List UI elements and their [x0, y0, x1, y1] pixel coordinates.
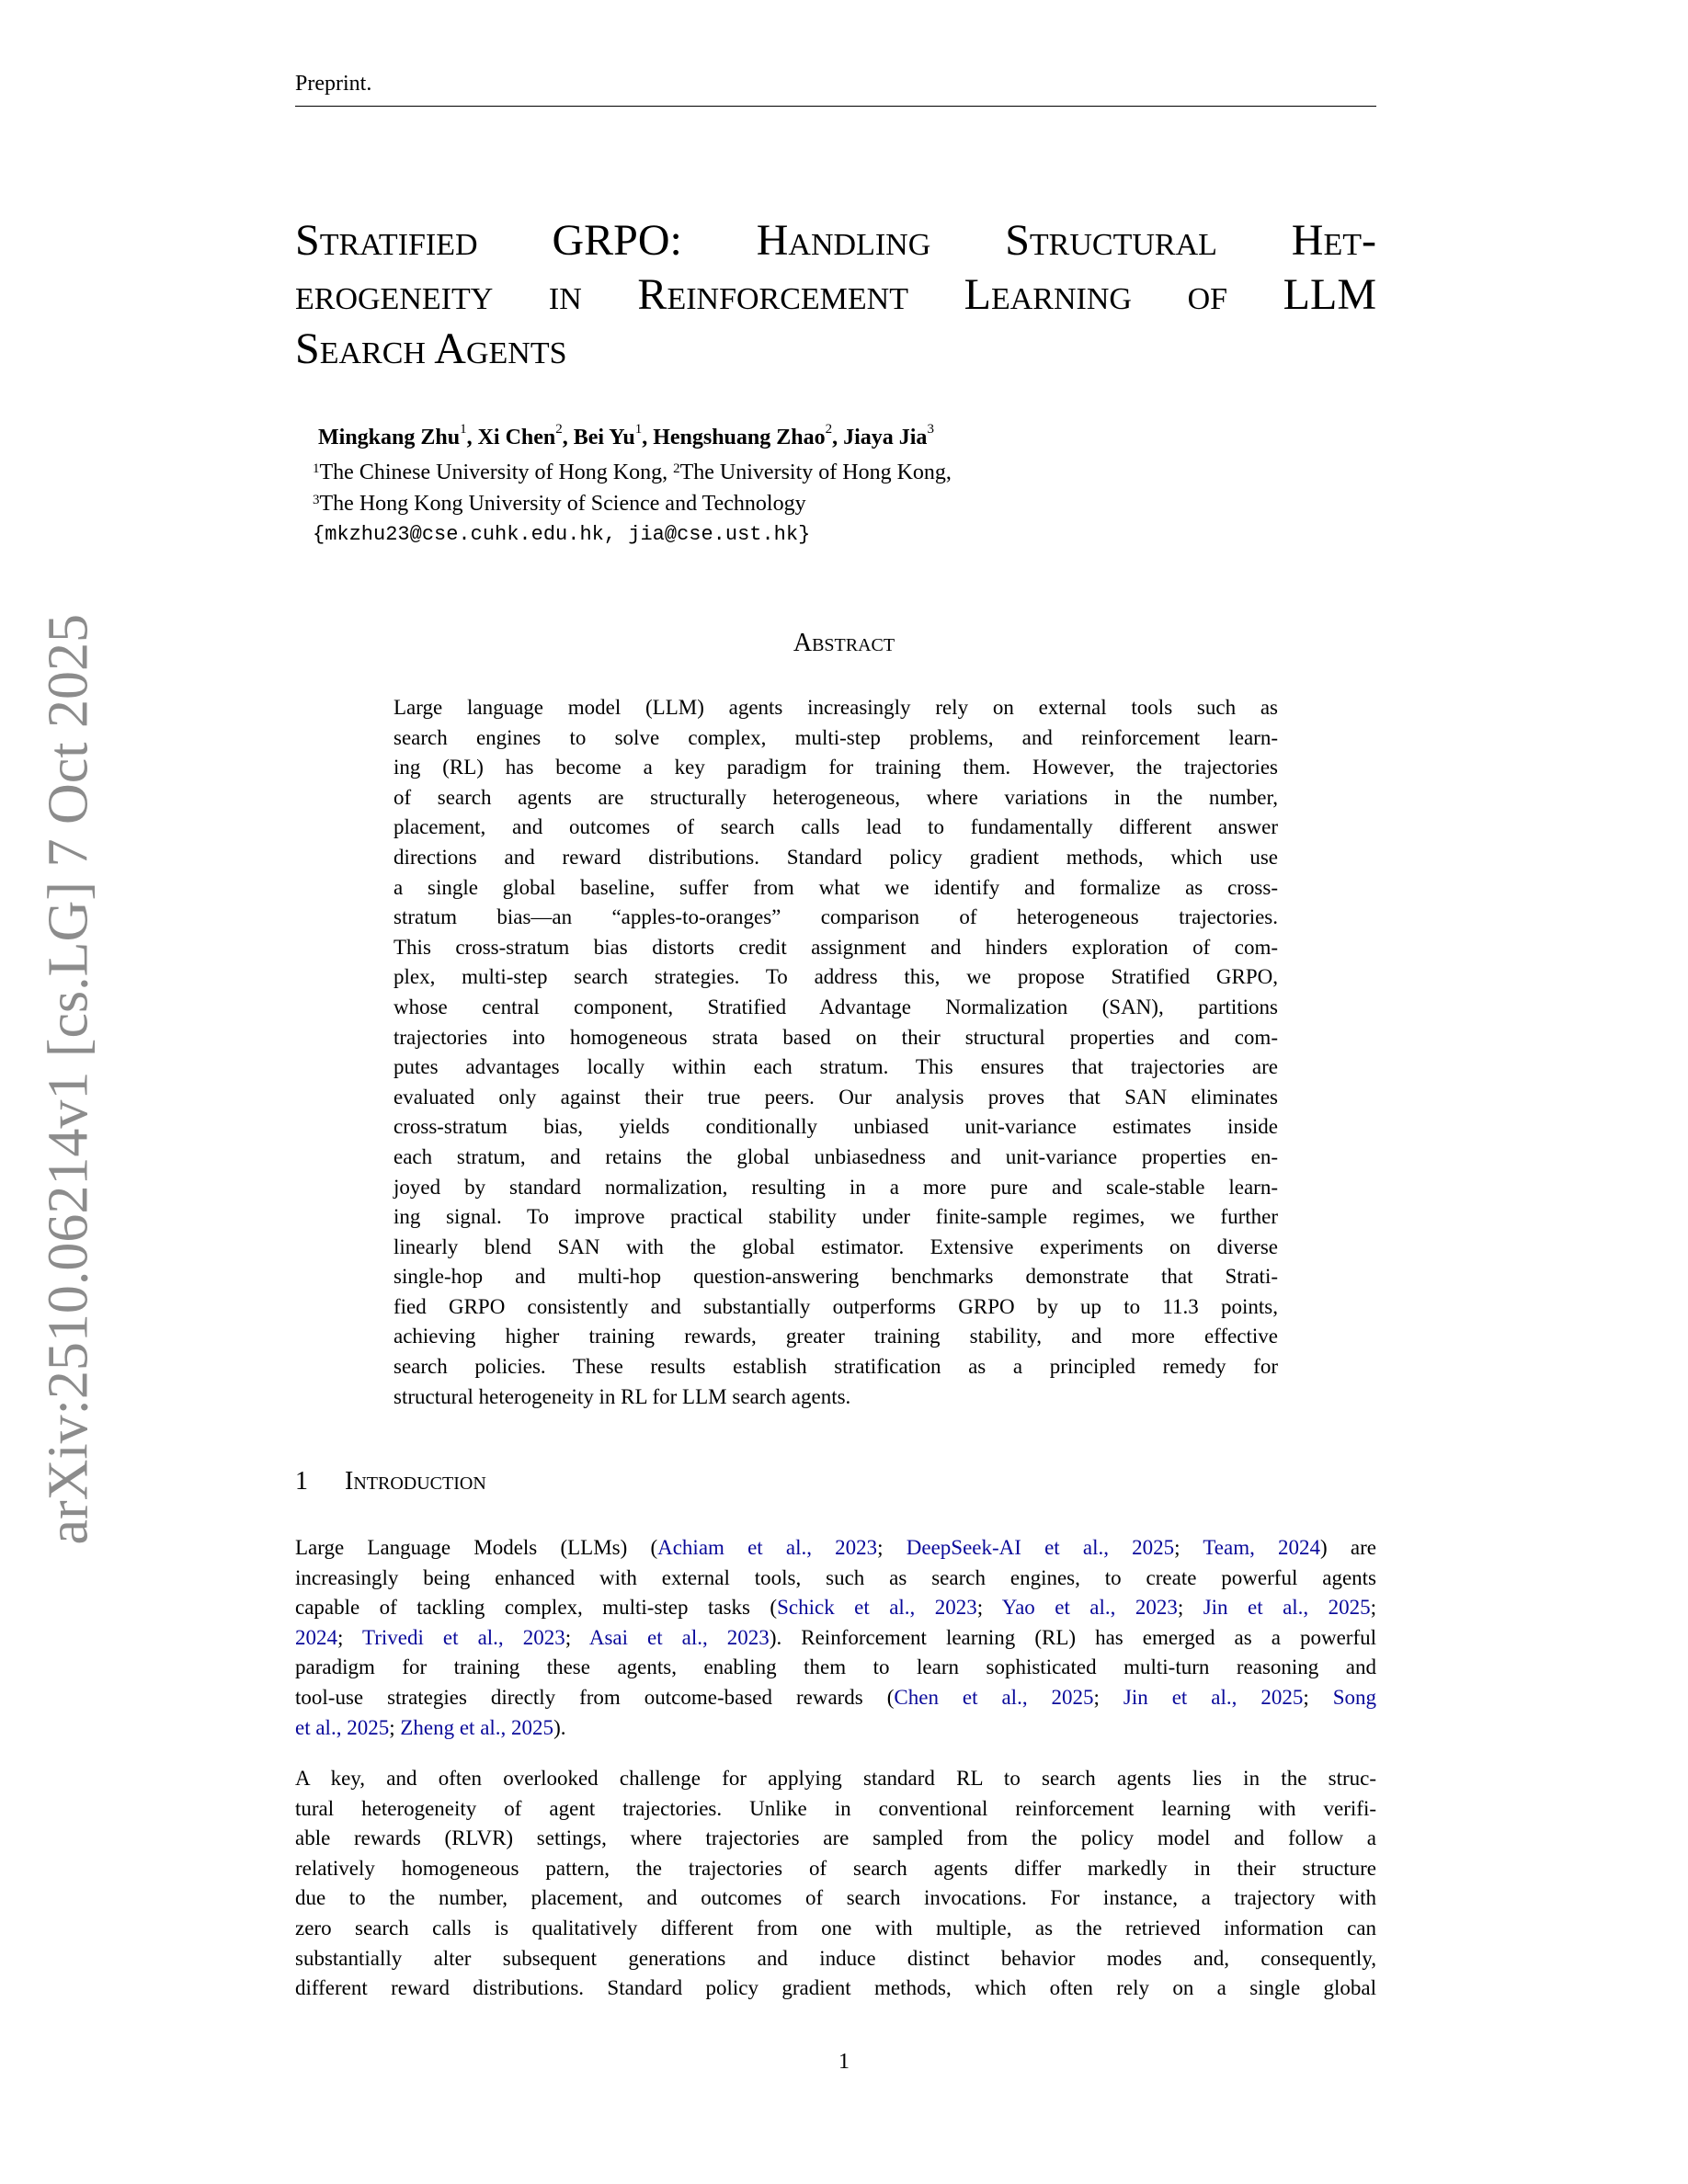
text-segment: ;: [337, 1625, 363, 1649]
text-line: able rewards (RLVR) settings, where trajectories are sampled from the policy model and follow a: [295, 1826, 1376, 1850]
text-line: each stratum, and retains the global unbiasedness and unit-variance properties en-: [393, 1144, 1278, 1168]
text-line: joyed by standard normalization, resulting in a more pure and scale-stable learn-: [393, 1175, 1278, 1199]
title-line: Stratified GRPO: Handling Structural Het-: [295, 216, 1376, 265]
text-line: placement, and outcomes of search calls lead to fundamentally different answer: [393, 815, 1278, 839]
text-line: plex, multi-step search strategies. To address this, we propose Stratified GRPO,: [393, 965, 1278, 989]
header-rule: [295, 106, 1376, 107]
text-segment: ;: [389, 1715, 401, 1739]
text-line: Large language model (LLM) agents increasingly rely on external tools such as: [393, 696, 1278, 719]
affiliation-mark: 3: [313, 493, 320, 507]
author-name: Bei Yu: [573, 426, 635, 449]
text-line: This cross-stratum bias distorts credit assignment and hinders exploration of com-: [393, 935, 1278, 959]
text-line: a single global baseline, suffer from what we identify and formalize as cross-: [393, 875, 1278, 899]
affiliation-mark: 2: [673, 461, 680, 476]
text-line: putes advantages locally within each stratum. This ensures that trajectories are: [393, 1055, 1278, 1079]
author-list: Mingkang Zhu$^1$, Xi Chen$^2$, Bei Yu$^1$, Hengshuang Zhao$^2$, Jiaya Jia$^3$: [318, 422, 934, 449]
text-segment: paradigm for training these agents, enabling them to learn sophisticated multi-turn reasoning and: [295, 1655, 1376, 1679]
text-line: ing signal. To improve practical stability under finite-sample regimes, we further: [393, 1205, 1278, 1229]
abstract-heading: Abstract: [793, 629, 895, 657]
affiliation-mark: 2: [555, 422, 563, 437]
text-line: due to the number, placement, and outcomes of search invocations. For instance, a trajectory with: [295, 1886, 1376, 1910]
text-line: stratum bias—an “apples-to-oranges” comparison of heterogeneous trajectories.: [393, 905, 1278, 929]
citation-link[interactable]: Jin et al., 2025: [1203, 1596, 1371, 1620]
text-line: substantially alter subsequent generations and induce distinct behavior modes and, consequently,: [295, 1946, 1376, 1970]
text-line: [295, 1713, 1376, 1744]
citation-link[interactable]: et al., 2025: [295, 1715, 390, 1739]
citation-link[interactable]: Asai et al., 2023: [588, 1625, 770, 1649]
text-line: [295, 1653, 1376, 1683]
affiliation-mark: 2: [825, 422, 833, 437]
text-line: trajectories into homogeneous strata based on their structural properties and com-: [393, 1025, 1278, 1049]
text-segment: ;: [1370, 1596, 1377, 1620]
text-segment: increasingly being enhanced with external tools, such as search engines, to create powerful agents: [295, 1565, 1376, 1589]
text-line: [295, 1623, 1376, 1654]
text-line: search policies. These results establish stratification as a principled remedy for: [393, 1355, 1278, 1379]
citation-link[interactable]: Trivedi et al., 2023: [362, 1625, 565, 1649]
affiliation-mark: 1: [313, 461, 320, 476]
section-title: Introduction: [345, 1467, 486, 1496]
page-number: 1: [838, 2050, 850, 2074]
text-line: directions and reward distributions. Standard policy gradient methods, which use: [393, 845, 1278, 869]
author-emails: {mkzhu23@cse.cuhk.edu.hk, jia@cse.ust.hk}: [313, 523, 811, 546]
text-segment: ). Reinforcement learning (RL) has emerged as a powerful: [769, 1625, 1377, 1649]
section-heading: [295, 1467, 486, 1496]
author-name: Jiaya Jia: [843, 426, 928, 449]
citation-link[interactable]: 2024: [295, 1625, 337, 1649]
abstract-body: [393, 693, 1278, 1412]
text-segment: capable of tackling complex, multi-step tasks (: [295, 1596, 778, 1620]
affiliation-mark: 1: [460, 422, 467, 437]
section-number: 1: [295, 1467, 308, 1496]
text-segment: ;: [1093, 1685, 1123, 1709]
intro-paragraph-2: [295, 1764, 1376, 2004]
text-line: tural heterogeneity of agent trajectories. Unlike in conventional reinforcement learning with verifi-: [295, 1796, 1376, 1820]
text-line: [295, 1533, 1376, 1564]
text-segment: ;: [1303, 1685, 1333, 1709]
running-head: Preprint.: [295, 72, 372, 96]
text-segment: ).: [553, 1715, 566, 1739]
citation-link[interactable]: Zheng et al., 2025: [400, 1715, 554, 1739]
text-line: linearly blend SAN with the global estimator. Extensive experiments on diverse: [393, 1234, 1278, 1258]
citation-link[interactable]: Jin et al., 2025: [1123, 1685, 1304, 1709]
text-line: structural heterogeneity in RL for LLM search agents.: [393, 1384, 851, 1408]
text-segment: ;: [877, 1536, 907, 1559]
affiliation: The Hong Kong University of Science and Technology: [319, 492, 806, 516]
citation-link[interactable]: Yao et al., 2023: [1001, 1596, 1178, 1620]
affiliations: [313, 457, 952, 551]
affiliation: The University of Hong Kong,: [679, 461, 952, 484]
citation-link[interactable]: Team, 2024: [1203, 1536, 1321, 1559]
author-name: Mingkang Zhu: [318, 426, 461, 449]
text-line: search engines to solve complex, multi-step problems, and reinforcement learn-: [393, 725, 1278, 749]
text-line: A key, and often overlooked challenge for applying standard RL to search agents lies in the struc-: [295, 1767, 1376, 1790]
text-segment: ;: [1174, 1536, 1203, 1559]
author-name: Xi Chen: [477, 426, 556, 449]
text-segment: ;: [976, 1596, 1002, 1620]
text-line: ing (RL) has become a key paradigm for training them. However, the trajectories: [393, 756, 1278, 779]
citation-link[interactable]: Achiam et al., 2023: [657, 1536, 878, 1559]
citation-link[interactable]: Chen et al., 2025: [894, 1685, 1094, 1709]
citation-link[interactable]: Schick et al., 2023: [777, 1596, 977, 1620]
text-line: zero search calls is qualitatively different from one with multiple, as the retrieved information can: [295, 1916, 1376, 1939]
title-line: Search Agents: [295, 324, 567, 373]
text-line: evaluated only against their true peers. Our analysis proves that SAN eliminates: [393, 1085, 1278, 1109]
text-line: achieving higher training rewards, greater training stability, and more effective: [393, 1325, 1278, 1348]
citation-link[interactable]: DeepSeek-AI et al., 2025: [906, 1536, 1175, 1559]
title-line: erogeneity in Reinforcement Learning of LLM: [295, 270, 1376, 319]
citation-link[interactable]: Song: [1332, 1685, 1377, 1709]
text-line: single-hop and multi-hop question-answering benchmarks demonstrate that Strati-: [393, 1265, 1278, 1289]
text-segment: ;: [1177, 1596, 1203, 1620]
author-name: Hengshuang Zhao: [653, 426, 826, 449]
intro-paragraph-1: [295, 1533, 1376, 1743]
affiliation-mark: 1: [634, 422, 643, 437]
text-line: [295, 1683, 1376, 1713]
arxiv-watermark: arXiv:2510.06214v1 [cs.LG] 7 Oct 2025: [37, 614, 100, 1545]
text-line: [295, 1564, 1376, 1594]
affiliation: The Chinese University of Hong Kong,: [319, 461, 674, 484]
text-segment: tool-use strategies directly from outcome-based rewards (: [295, 1685, 895, 1709]
text-segment: Large Language Models (LLMs) (: [295, 1536, 658, 1559]
text-segment: ;: [565, 1625, 589, 1649]
text-line: fied GRPO consistently and substantially outperforms GRPO by up to 11.3 points,: [393, 1294, 1278, 1318]
text-line: of search agents are structurally heterogeneous, where variations in the number,: [393, 785, 1278, 809]
text-line: [295, 1593, 1376, 1623]
paper-title: [295, 213, 1376, 376]
text-segment: ) are: [1320, 1536, 1376, 1559]
text-line: relatively homogeneous pattern, the trajectories of search agents differ markedly in their structure: [295, 1856, 1376, 1880]
text-line: cross-stratum bias, yields conditionally unbiased unit-variance estimates inside: [393, 1115, 1278, 1139]
affiliation-mark: 3: [927, 422, 934, 437]
text-line: different reward distributions. Standard policy gradient methods, which often rely on a single global: [295, 1976, 1376, 2000]
text-line: whose central component, Stratified Advantage Normalization (SAN), partitions: [393, 995, 1278, 1018]
